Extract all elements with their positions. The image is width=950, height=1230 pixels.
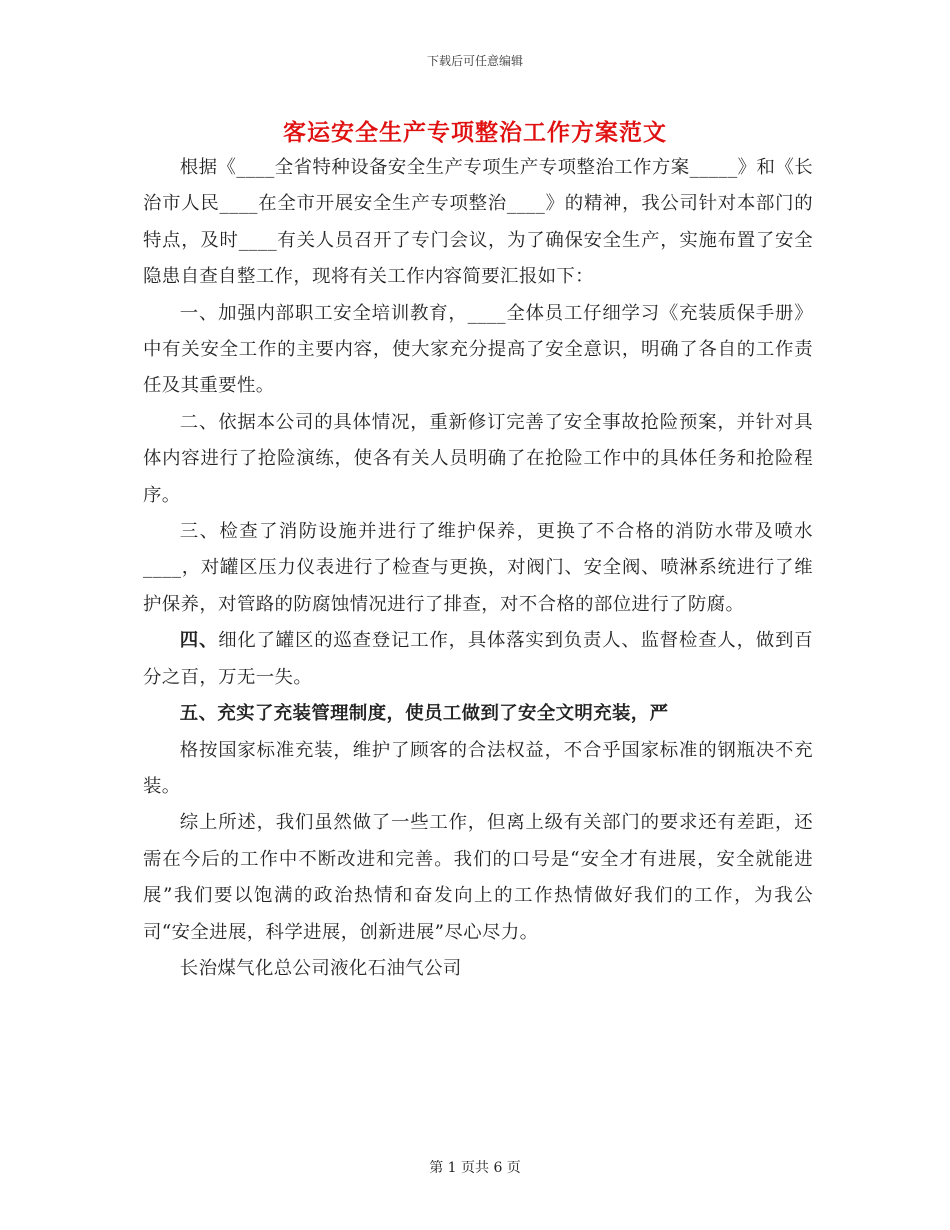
paragraph-item-1: 一、加强内部职工安全培训教育，____全体员工仔细学习《充装质保手册》中有关安全工作的主要内容，使大家充分提高了安全意识，明确了各自的工作责任及其重要性。 [143,302,813,397]
document-title: 客运安全生产专项整治工作方案范文 [283,119,667,146]
paragraph-item-5-heading: 五、充实了充装管理制度，使员工做到了安全文明充装，严 [179,703,669,725]
paragraph-item-4 [143,623,813,696]
paragraph-item-2: 二、依据本公司的具体情况，重新修订完善了安全事故抢险预案，并针对具体内容进行了抢险演练，使各有关人员明确了在抢险工作中的具体任务和抢险程序。 [143,411,813,506]
paragraph-signature: 长治煤气化总公司液化石油气公司 [179,957,462,979]
paragraph-item-5-text: 格按国家标准充装，维护了顾客的合法权益，不合乎国家标准的钢瓶决不充装。 [143,739,813,797]
paragraph-item-4-text: 细化了罐区的巡查登记工作，具体落实到负责人、监督检查人，做到百分之百，万无一失。 [143,630,813,688]
document-body [143,150,813,987]
paragraph-item-4-lead: 四、 [179,630,219,652]
page-header: 下载后可任意编辑 [426,54,523,68]
paragraph-item-3: 三、检查了消防设施并进行了维护保养，更换了不合格的消防水带及喷水____，对罐区压力仪表进行了检查与更换，对阀门、安全阀、喷淋系统进行了维护保养，对管路的防腐蚀情况进行了排查，对不合格的部位进行了防腐。 [143,521,813,615]
paragraph-summary: 综上所述，我们虽然做了一些工作，但离上级有关部门的要求还有差距，还需在今后的工作中不断改进和完善。我们的口号是“安全才有进展，安全就能进展”我们要以饱满的政治热情和奋发向上的工作热情做好我们的工作，为我公司“安全进展，科学进展，创新进展”尽心尽力。 [143,812,813,943]
page-footer: 第 1 页共 6 页 [429,1160,521,1176]
paragraph-intro: 根据《____全省特种设备安全生产专项生产专项整治工作方案_____》和《长治市人民____在全市开展安全生产专项整治____》的精神，我公司针对本部门的特点，及时____有关人员召开了专门会议，为了确保安全生产，实施布置了安全隐患自查自整工作，现将有关工作内容简要汇报如下： [143,157,813,288]
